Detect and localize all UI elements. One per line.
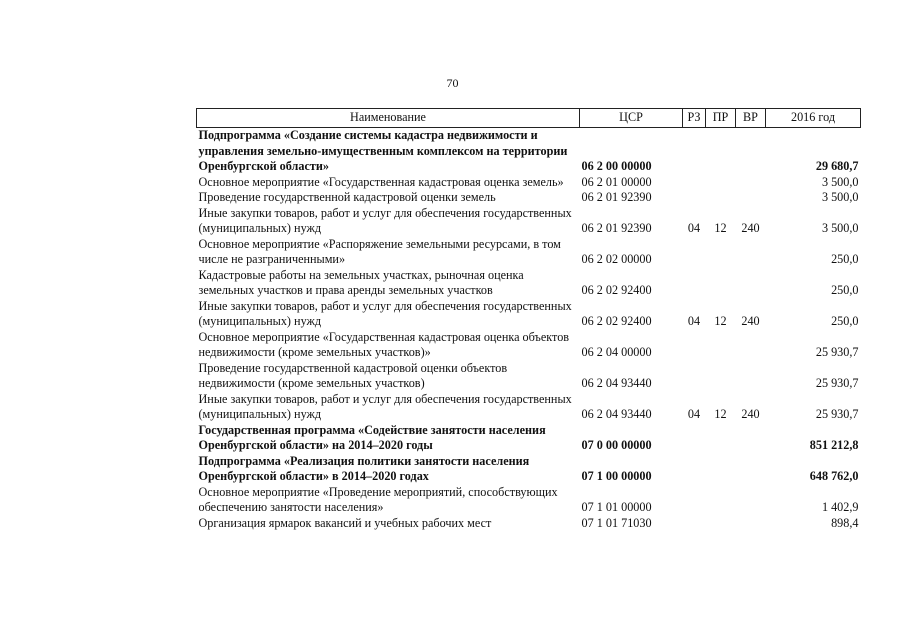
row-csr: 06 2 01 00000: [581, 174, 652, 189]
table-row: [197, 190, 861, 206]
row-name: Основное мероприятие «Распоряжение земельными ресурсами, в том числе не разграниченными»: [198, 236, 561, 266]
row-vr: [736, 128, 766, 175]
row-amount: 250,0: [831, 314, 859, 328]
row-vr: [736, 454, 766, 485]
row-vr: 240: [741, 407, 760, 421]
table-row: [197, 237, 861, 268]
row-name: Основное мероприятие «Государственная кадастровая оценка земель»: [198, 174, 564, 189]
budget-table: [196, 108, 861, 531]
header-pr: ПР: [706, 109, 736, 128]
table-row: [197, 454, 861, 485]
row-name: Иные закупки товаров, работ и услуг для обеспечения государственных (муниципальных) нужд: [198, 391, 572, 421]
row-rz: [683, 485, 706, 516]
row-rz: [683, 175, 706, 191]
table-row: [197, 268, 861, 299]
row-vr: [736, 190, 766, 206]
row-pr: [706, 175, 736, 191]
row-pr: [706, 128, 736, 175]
row-vr: [736, 175, 766, 191]
row-name: Основное мероприятие «Проведение мероприятий, способствующих обеспечению занятости населения»: [198, 484, 558, 514]
header-name: Наименование: [197, 109, 580, 128]
row-pr: [706, 190, 736, 206]
row-rz: 04: [687, 314, 701, 328]
row-csr: 06 2 01 92390: [581, 190, 652, 204]
row-rz: [683, 330, 706, 361]
row-name: Иные закупки товаров, работ и услуг для обеспечения государственных (муниципальных) нужд: [198, 298, 572, 328]
row-pr: 12: [714, 314, 727, 328]
table-row: [197, 485, 861, 516]
row-rz: [683, 454, 706, 485]
row-pr: [706, 330, 736, 361]
row-amount: 648 762,0: [809, 469, 859, 483]
row-amount: 3 500,0: [821, 190, 859, 204]
row-rz: [683, 128, 706, 175]
row-vr: 240: [741, 314, 760, 328]
row-pr: [706, 361, 736, 392]
table-row: [197, 423, 861, 454]
table-row: [197, 330, 861, 361]
table-row: [197, 361, 861, 392]
row-vr: [736, 361, 766, 392]
row-rz: [683, 423, 706, 454]
row-csr: 06 2 00 00000: [581, 159, 652, 173]
header-row: [197, 109, 861, 128]
page-number: 70: [446, 76, 459, 90]
row-csr: 06 2 04 93440: [581, 376, 652, 390]
row-csr: 06 2 01 92390: [581, 221, 652, 235]
row-rz: [683, 361, 706, 392]
header-csr: ЦСР: [580, 109, 683, 128]
row-name: Организация ярмарок вакансий и учебных рабочих мест: [198, 515, 492, 530]
row-name: Проведение государственной кадастровой оценки земель: [198, 190, 496, 204]
header-rz: РЗ: [683, 109, 706, 128]
row-pr: [706, 454, 736, 485]
row-amount: 25 930,7: [815, 345, 859, 359]
row-amount: 250,0: [831, 252, 859, 266]
table-body: [197, 128, 861, 532]
row-csr: 07 1 01 00000: [581, 500, 652, 514]
row-amount: 3 500,0: [821, 221, 859, 235]
row-amount: 898,4: [831, 515, 859, 530]
row-name: Основное мероприятие «Государственная кадастровая оценка объектов недвижимости (кроме земельных участков)»: [198, 329, 570, 359]
row-amount: 29 680,7: [815, 159, 859, 173]
row-csr: 07 1 00 00000: [581, 469, 652, 483]
row-amount: 25 930,7: [815, 376, 859, 390]
row-amount: 1 402,9: [821, 500, 859, 514]
row-csr: 06 2 02 92400: [581, 283, 652, 297]
row-amount: 250,0: [831, 283, 859, 297]
row-vr: [736, 237, 766, 268]
row-rz: [683, 190, 706, 206]
row-name: Подпрограмма «Реализация политики занятости населения Оренбургской области» в 2014–2020 годах: [198, 453, 530, 483]
table-row: [197, 206, 861, 237]
row-rz: 04: [687, 407, 701, 421]
row-csr: 06 2 02 92400: [581, 314, 652, 328]
row-csr: 06 2 04 93440: [581, 407, 652, 421]
row-vr: 240: [741, 221, 760, 235]
header-amount: 2016 год: [766, 109, 861, 128]
row-vr: [736, 485, 766, 516]
row-pr: 12: [714, 221, 727, 235]
table-row: [197, 175, 861, 191]
table-header: [197, 109, 861, 128]
row-pr: [706, 237, 736, 268]
row-pr: [706, 423, 736, 454]
row-csr: 06 2 04 00000: [581, 345, 652, 359]
table-row: [197, 128, 861, 175]
row-amount: 25 930,7: [815, 407, 859, 421]
row-amount: 851 212,8: [809, 438, 859, 452]
row-csr: 07 1 01 71030: [581, 515, 652, 530]
row-vr: [736, 423, 766, 454]
table-row: [197, 299, 861, 330]
row-name: Подпрограмма «Создание системы кадастра недвижимости и управления земельно-имущественным комплексом на территории Оренбургской области»: [198, 128, 568, 173]
row-amount: 3 500,0: [821, 174, 859, 189]
row-name: Проведение государственной кадастровой оценки объектов недвижимости (кроме земельных участков): [198, 360, 508, 390]
row-vr: [736, 516, 766, 532]
table-row: [197, 516, 861, 532]
row-vr: [736, 330, 766, 361]
table-row: [197, 392, 861, 423]
row-rz: [683, 237, 706, 268]
row-rz: 04: [687, 221, 701, 235]
row-pr: 12: [714, 407, 727, 421]
row-csr: 07 0 00 00000: [581, 438, 652, 452]
row-name: Иные закупки товаров, работ и услуг для обеспечения государственных (муниципальных) нужд: [198, 205, 572, 235]
row-rz: [683, 268, 706, 299]
row-csr: 06 2 02 00000: [581, 252, 652, 266]
row-rz: [683, 516, 706, 532]
row-name: Государственная программа «Содействие занятости населения Оренбургской области» на 2014–2020 годы: [198, 422, 546, 452]
row-vr: [736, 268, 766, 299]
row-pr: [706, 268, 736, 299]
header-vr: ВР: [736, 109, 766, 128]
row-name: Кадастровые работы на земельных участках, рыночная оценка земельных участков и права аренды земельных участков: [198, 267, 524, 297]
row-pr: [706, 485, 736, 516]
row-pr: [706, 516, 736, 532]
